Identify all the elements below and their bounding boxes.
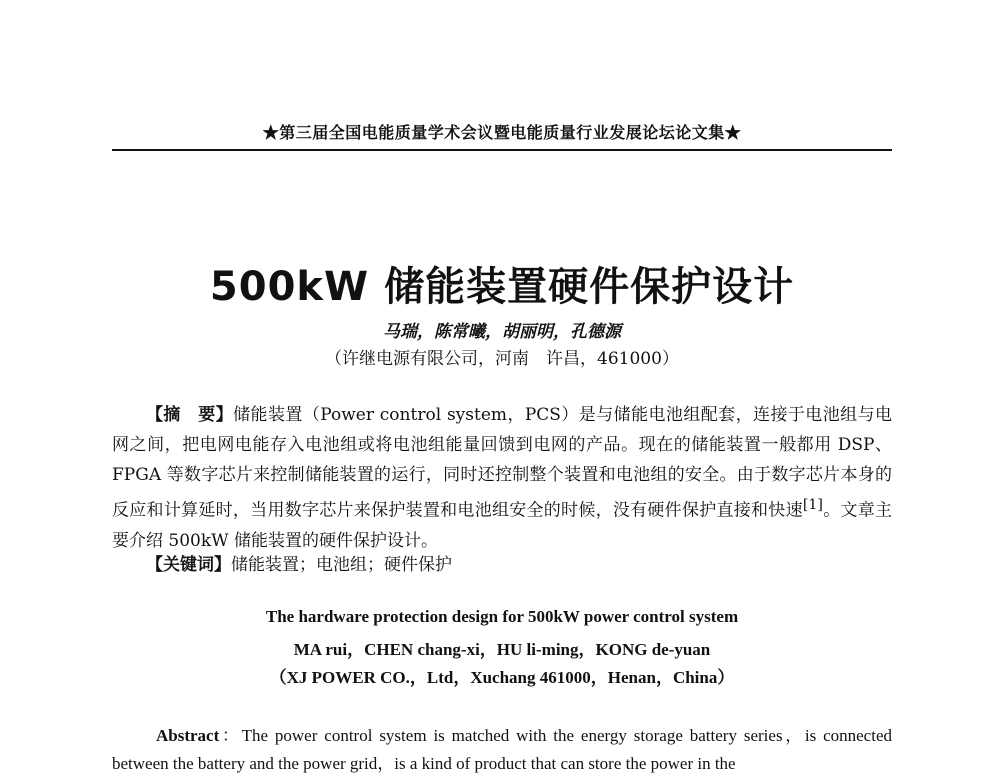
keywords-text: 储能装置；电池组；硬件保护 <box>231 555 452 575</box>
authors-chinese: 马瑞，陈常曦，胡丽明，孔德源 <box>383 322 621 342</box>
abstract-body-end: 。文章主要介绍 500kW 储能装置的硬件保护设计。 <box>112 500 893 551</box>
abstract-label: 【摘 要】 <box>146 405 234 425</box>
keywords-chinese <box>146 550 892 575</box>
citation-ref: [1] <box>802 497 823 513</box>
authors-english: MA rui，CHEN chang-xi，HU li-ming，KONG de-yuan <box>293 640 711 659</box>
abstract-en-body: The power control system is matched with the energy storage battery series，is connected between the battery and the power grid，is a kind of product that can store the power in the <box>112 726 892 773</box>
running-header: ★第三届全国电能质量学术会议暨电能质量行业发展论坛论文集★ <box>262 123 742 142</box>
abstract-chinese <box>112 400 892 556</box>
header-divider <box>112 149 892 151</box>
affiliation-english: （XJ POWER CO.，Ltd，Xuchang 461000，Henan，China） <box>269 668 735 687</box>
english-title: The hardware protection design for 500kW power control system <box>265 607 739 626</box>
abstract-english <box>112 722 892 778</box>
abstract-body: 储能装置（Power control system，PCS）是与储能电池组配套，连接于电池组与电网之间，把电网电能存入电池组或将电池组能量回馈到电网的产品。现在的储能装置一般都用 DSP、FPGA 等数字芯片来控制储能装置的运行，同时还控制整个装置和电池组的安全。由于数字芯片本身的反应和计算延时，当用数字芯片来保护装置和电池组安全的时候，没有硬件保护直接和快速 <box>112 405 892 521</box>
abstract-en-label: Abstract <box>156 726 220 745</box>
paper-title: 500kW 储能装置硬件保护设计 <box>209 264 795 310</box>
abstract-en-separator: ： <box>219 726 242 745</box>
keywords-label: 【关键词】 <box>146 555 231 575</box>
affiliation-chinese: （许继电源有限公司，河南 许昌，461000） <box>325 349 679 369</box>
